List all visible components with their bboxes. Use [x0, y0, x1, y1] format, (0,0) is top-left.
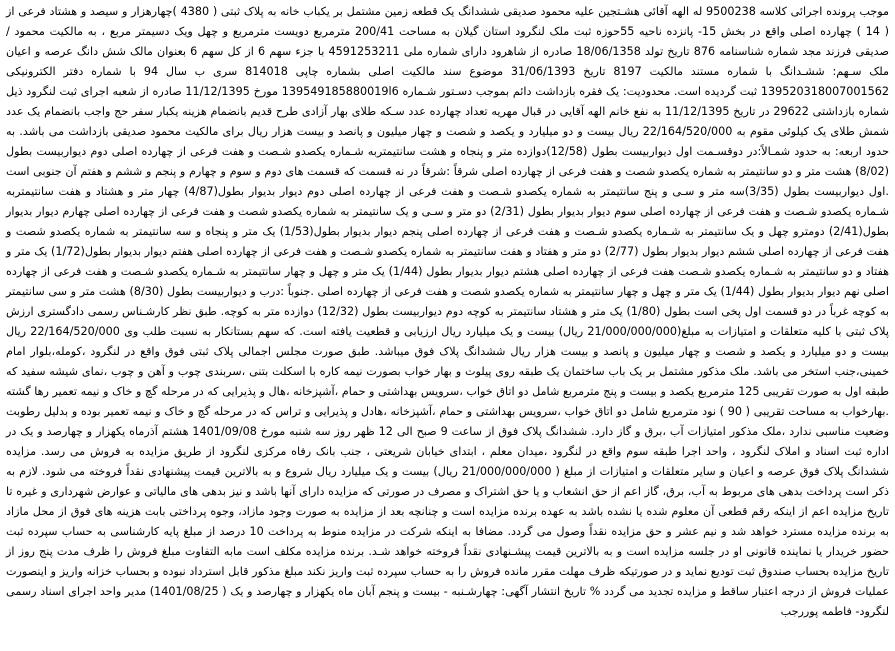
notice-paragraph: موجب پرونده اجرائی کلاسه 9500238 له الهه آقائی هشـتجین علیه محمود صدیقی ششدانگ یک قطعه زمین مشتمل بر یکباب خانه به پلاک ثبتی ( 4380 )چهارهزار و سیصد و هشتاد فرعی از ( 14 ) چهارده اصلی واقع در بخش 15- پانزده ناحیه 55حوزه ثبت ملک لنگرود استان گیلان به مساحت 200/41 مترمربع دویست مترمربع و چهل ویک دسیمتر مربع ، به مالکیت محمود / صدیقی فرزند مجد شماره شناسنامه 876 تاریخ تولد 18/06/1358 صادره از شاهرود دارای شماره ملی 4591253211 با جزء سهم 6 از کل سهم 6 بعنوان مالک شش دانگ عرصه و اعیان ملک سـهم: ششـدانگ با شماره مستند مالکیت 8197 تاریخ 31/06/1393 موضوع سند مالکیت اصلی بشماره چاپی 814018 سری ب سال 94 با شماره دفتر الکترونیکی 139520318007001562 ثبت گردیده است. محدودیت: یک فقره بازداشت دائم بموجب دسـتور شـماره 139549185880019l6 مورخ 11/12/1395 صادره از شعبه اجرای ثبت لنگرود ذیل شماره بازداشتی 29622 در تاریخ 11/12/1395 به نفع خانم الهه آقایی در قبال مهریه تعداد چهارده عدد سـکه طلای بهار آزادی طرح قدیم بانضمام هزینه یکبار سفر حج واجب بانضمام یک عدد شمش طلای یک کیلوئی مقوم به 22/164/520/000 ریال بیست و دو میلیارد و یکصد و شصت و چهار میلیون و پانصد و بیست هزار ریال برای مالکیت محمود صدیقی بازداشت می باشد. به حدود اربعه: به حدود شمـالاً:در دوقسـمت اول دیواربیست بطول (12/58)دوازده متر و پنجاه و هشت سانتیمتربه شـماره یکصدو شـصت و هفت فرعی از چهارده اصلی دوم دیواربیست بطول (8/02) هشت متر و دو سانتیمتر به شماره یکصدو شصت و هفت فرعی از چهارده اصلی شرقاً :شرقاً در نه قسمت که قسمت های دوم و سوم و چهارم و پنجم و ششم و هفتم آن جنوبی است .اول دیواربیست بطول (3/35)سه متر و سـی و پنج سانتیمتر به شماره یکصدو شـصت و هفت فرعی از چهارده اصلی دوم دیوار بدیوار بطول(4/87) چهار متر و هشتاد و هفت سانتیمتربه شـماره یکصدو شـصت و هفت فرعی از چهارده اصلی سوم دیوار بدیوار بطول (2/31) دو متر و سـی و یک سانتیمتر به شماره یکصدو شصت و هفت فرعی از چهارده اصلی چهارم دیوار بدیوار بطول(2/41) دومترو چهل و یک سانتیمتر به شـماره یکصدو شـصت و هفت فرعی از چهارده اصلی پنجم دیوار بدیوار بطول(1/53) یک متر و پنجاه و سه سانتیمتر به شماره یکصدو شصت و هفت فرعی از چهارده اصلی ششم دیوار بدیوار بطول (2/77) دو متر و هفتاد و هفت سانتیمتر به شماره یکصدو شـصت و هفت فرعی از چهارده اصلی هفتم دیوار بدیوار بطول(1/72) یک متر و هفتاد و دو سانتیمتر به شـماره یکصدو شـصت هفت فرعی از چهارده اصلی هشتم دیوار بدیوار بطول (1/44) یک متر و چهل و چهار سانتیمتر به شـماره یکصدو شـصت و هفت فرعی از چهارده اصلی نهم دیوار بدیوار بطول (1/44) یک متر و چهل و چهار سانتیمتر به شماره یکصدو شصت و هفت فرعی از چهارده اصلی .جنوباً :درب و دیواربیست بطول (8/30) هشت متر و سی سانتیمتر به کوچه غرباً در دو قسمت اول پخی است بطول (1/80) یک متر و هشتاد سانتیمتر به کوچه دوم دیواربیست بطول (12/32) دوازده متر به کوچه. طبق نظر کارشـناس رسمی دادگستری ارزش پلاک ثبتی با کلیه متعلقات و امتیازات به مبلغ(21/000/000/000 ریال) بیست و یک میلیارد ریال ارزیابی و قطعیت یافته است. که سهم بستانکار به نسبت طلب وی 22/164/520/000 ریال بیست و دو میلیارد و یکصد و شصت و چهار میلیون و پانصد و بیست هزار ریال ششدانگ پلاک فوق میباشد. طبق صورت مجلس اجمالی پلاک ثبتی فوق واقع در لنگرود ،کومله،بلوار امام خمینی،جنب استخر می باشد. ملک مذکور مشتمل بر یک باب ساختمان یک طبقه روی پیلوت و بهار خواب بصورت نیمه کاره با اسکلت بتنی ،سربندی چوب و آهن و چوب ،نمای شیشه سفید که طبقه اول به صورت تقریبی 125 مترمربع یکصد و بیست و پنج مترمربع شامل دو اتاق خواب ،سرویس بهداشتی و حمام ،آشپزخانه ،هال و پذیرایی که در مرحله گچ و خاک و نیمه تعمیر رها گشته .بهارخواب به مساحت تقریبی ( 90 ) نود مترمربع شامل دو اتاق خواب ،سرویس بهداشتی و حمام ،آشپزخانه ،هادل و پذیرایی و تراس که در مرحله گچ و خاک و نیمه تعمیر بوده و بدلیل رطوبت وضعیت مناسبی ندارد ،ملک مذکور امتیازات آب ،برق و گاز دارد. ششدانگ پلاک فوق از ساعت 9 صبح الی 12 ظهر روز سه شنبه مورخ 1401/09/08 هشتم آذرماه یکهزار و چهارصد و یک در اداره ثبت اسناد و املاک لنگرود ، واحد اجرا طبقه سوم واقع در لنگرود ،میدان معلم ، ابتدای خیابان شریعتی ، جنب بانک رفاه مرکزی لنگرود از طریق مزایده به فروش می رسد. مزایده ششدانگ پلاک فوق عرصه و اعیان و سایر متعلقات و امتیازات از مبلغ ( 21/000/000/000 ریال) بیست و یک میلیارد ریال شروع و به بالاترین قیمت پیشنهادی نقداً فروخته می شود. لازم به ذکر است پرداخت بدهی های مربوط به آب، برق، گاز اعم از حق انشعاب و یا حق اشتراک و مصرف در صورتی که مزایده دارای آنها باشد و نیز بدهی های مالیاتی و عوارض شهرداری و غیره تا تاریخ مزایده اعم از اینکه رقم قطعی آن معلوم شده یا نشده باشد به عهده برنده مزایده است و چنانچه بعد از مزایده به صورت وجود مازاد، وجوه پرداختی بابت هزینه های فوق از محل مازاد به برنده مزایده مسترد خواهد شد و نیم عشر و حق مزایده نقداً وصول می گردد. مضافا به اینکه شرکت در مزایده منوط به پرداخت 10 درصد از مبلغ پایه کارشناسی به حساب سپرده ثبت حضور خریدار یا نماینده قانونی او در جلسه مزایده است و به بالاترین قیمت پیشـنهادی نقداً فروخته خواهد شـد. برنده مزایده مکلف است مابه التفاوت مبلغ فروش را ظرف مدت پنج روز از تاریخ مزایده بحساب صندوق ثبت تودیع نماید و در صورتیکه ظرف مهلت مقرر مانده فروش را به حساب سپرده ثبت واریز نکند مبلغ مذکور قابل استرداد نبوده و بحساب خزانه واریز و اینصورت عملیات فروش از درجه اعتبار ساقط و مزایده تجدید می گردد % تاریخ انتشار آگهی: چهارشـنبه - بیست و پنجم آبان ماه یکهزار و چهارصد و یک ( 1401/08/25) مدیر واحد اجرای اسناد رسمی لنگرود- فاطمه پوررجب	[6, 5, 890, 618]
